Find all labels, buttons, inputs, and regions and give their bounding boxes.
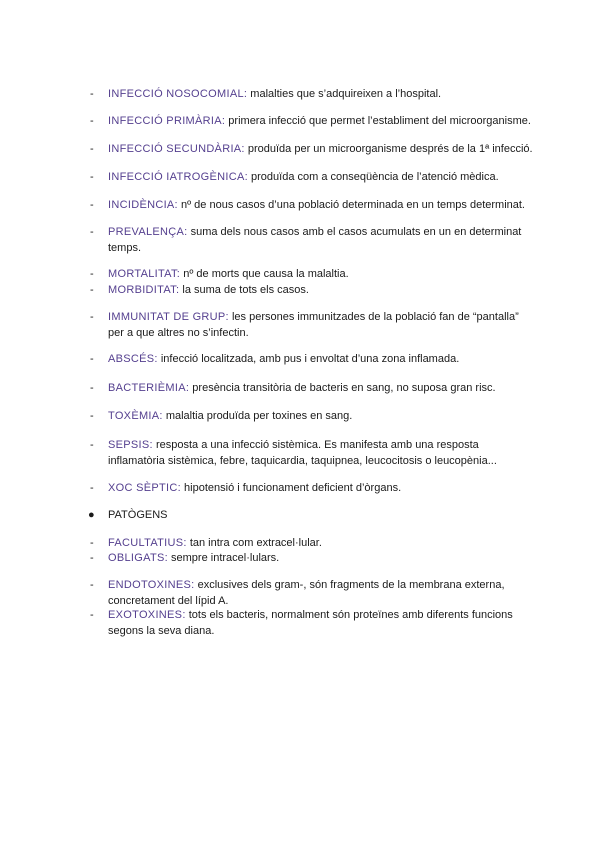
list-dash: - — [90, 353, 94, 365]
list-dash: - — [90, 311, 94, 323]
list-dash: - — [90, 115, 94, 127]
term: PREVALENÇA: — [108, 226, 188, 238]
definition-text: les persones immunitzades de la població fan de “pantalla” per a que altres no s’infectin. — [108, 311, 519, 339]
list-dash: - — [90, 143, 94, 155]
definition-text: produïda per un microorganisme després de la 1ª infecció. — [244, 143, 533, 155]
term: INFECCIÓ PRIMÀRIA: — [108, 115, 226, 127]
term: FACULTATIUS: — [108, 537, 187, 549]
definition-text: produïda com a conseqüència de l’atenció mèdica. — [247, 171, 499, 183]
list-dash: - — [90, 410, 94, 422]
list-dash: - — [90, 382, 94, 394]
section-heading-patogens — [88, 507, 168, 523]
list-dash: - — [90, 284, 94, 296]
definition-text: la suma de tots els casos. — [179, 284, 309, 296]
definition-text: primera infecció que permet l’establiment del microorganisme. — [225, 115, 531, 127]
definition-text: resposta a una infecció sistèmica. Es manifesta amb una resposta inflamatòria sistèmica, febre, taquicardia, taquipnea, leucocitosis o leucopènia... — [108, 439, 497, 467]
definition-text: presència transitòria de bacteris en sang, no suposa gran risc. — [189, 382, 496, 394]
list-dash: - — [90, 88, 94, 100]
section-heading-label: PATÒGENS — [108, 509, 168, 521]
term: INCIDÈNCIA: — [108, 199, 178, 211]
list-dash: - — [90, 199, 94, 211]
term: INFECCIÓ IATROGÈNICA: — [108, 171, 248, 183]
definition-text: exclusives dels gram-, són fragments de la membrana externa, concretament del lípid A. — [108, 579, 505, 607]
bullet-dot: ● — [88, 509, 95, 521]
definition-text: nº de nous casos d’una població determinada en un temps determinat. — [177, 199, 525, 211]
term: BACTERIÈMIA: — [108, 382, 190, 394]
term: INFECCIÓ SECUNDÀRIA: — [108, 143, 245, 155]
term: TOXÈMIA: — [108, 410, 163, 422]
definition-text: hipotensió i funcionament deficient d’òrgans. — [180, 482, 402, 494]
term: ABSCÉS: — [108, 353, 158, 365]
term: ENDOTOXINES: — [108, 579, 195, 591]
list-dash: - — [90, 579, 94, 591]
term: IMMUNITAT DE GRUP: — [108, 311, 229, 323]
list-dash: - — [90, 552, 94, 564]
definition-text: malaltia produïda per toxines en sang. — [162, 410, 353, 422]
term: MORTALITAT: — [108, 268, 181, 280]
list-dash: - — [90, 171, 94, 183]
definition-text: infecció localitzada, amb pus i envoltat d’una zona inflamada. — [157, 353, 460, 365]
list-dash: - — [90, 439, 94, 451]
term: EXOTOXINES: — [108, 609, 186, 621]
list-dash: - — [90, 609, 94, 621]
definition-text: suma dels nous casos amb el casos acumulats en un en determinat temps. — [108, 226, 522, 254]
term: OBLIGATS: — [108, 552, 168, 564]
list-dash: - — [90, 268, 94, 280]
definition-text: tan intra com extracel·lular. — [186, 537, 322, 549]
list-dash: - — [90, 226, 94, 238]
term: MORBIDITAT: — [108, 284, 180, 296]
definition-text: tots els bacteris, normalment són proteïnes amb diferents funcions segons la seva diana. — [108, 609, 513, 637]
term: XOC SÈPTIC: — [108, 482, 181, 494]
term: SEPSIS: — [108, 439, 153, 451]
term: INFECCIÓ NOSOCOMIAL: — [108, 88, 248, 100]
list-dash: - — [90, 537, 94, 549]
definition-text: nº de morts que causa la malaltia. — [180, 268, 349, 280]
list-dash: - — [90, 482, 94, 494]
definition-text: malalties que s’adquireixen a l’hospital. — [247, 88, 442, 100]
definition-text: sempre intracel·lulars. — [167, 552, 280, 564]
